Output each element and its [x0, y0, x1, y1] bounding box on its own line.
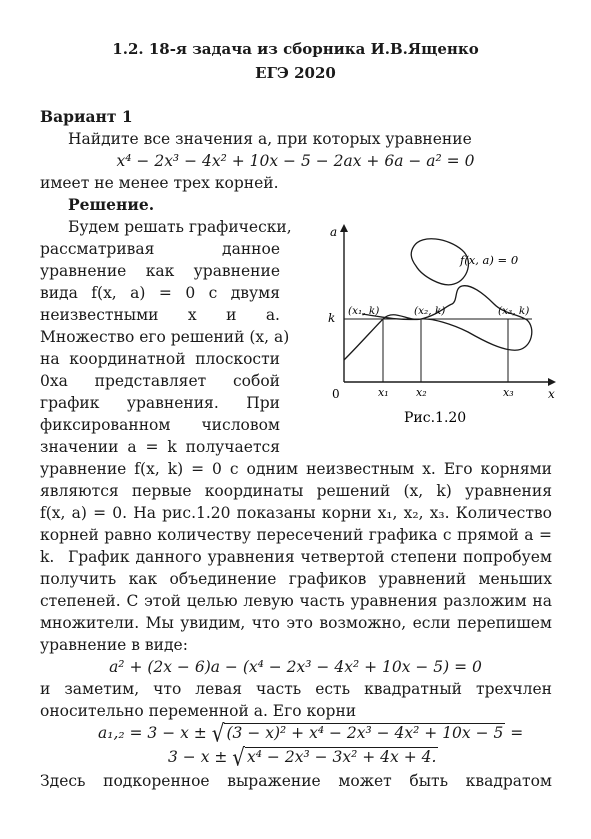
left-line-2: уравнение как уравнение — [40, 262, 280, 280]
left-line-5: Множество его решений (x, a) — [40, 328, 290, 346]
left-line-7: 0xa представляет собой — [40, 372, 280, 390]
axis-a-label: a — [330, 225, 338, 239]
left-line-4: неизвестными x и a. — [40, 306, 280, 324]
point-label-2: (x₂, k) — [414, 305, 446, 317]
graph-figure — [322, 222, 562, 442]
roots-prefix-1: a₁,₂ = 3 − x ± — [98, 724, 207, 742]
left-line-6: на координатной плоскости — [40, 350, 280, 368]
roots-prefix-2: 3 − x ± — [168, 748, 228, 766]
task-text: Найдите все значения a, при которых уравнение — [68, 130, 472, 148]
task-text-2: имеет не менее трех корней. — [40, 174, 279, 192]
last-line: Здесь подкоренное выражение может быть квадратом — [40, 772, 552, 790]
left-line-8: график уравнения. При — [40, 394, 280, 412]
full-line-2: f(x, a) = 0. На рис.1.20 показаны корни x₁, x₂, x₃. Количество — [40, 504, 552, 522]
origin-label: 0 — [332, 387, 340, 401]
equation-2: a² + (2x − 6)a − (x⁴ − 2x³ − 4x² + 10x − 5) = 0 — [109, 658, 482, 676]
para3-line-0: и заметим, что левая часть есть квадратный трехчлен — [40, 680, 552, 698]
radicand-2: x⁴ − 2x³ − 3x² + 4x + 4. — [247, 748, 437, 766]
section-subtitle: ЕГЭ 2020 — [255, 64, 336, 82]
left-line-1: рассматривая данное — [40, 240, 280, 258]
para2-line-1: получить как объединение графиков уравнений меньших — [40, 570, 552, 588]
figure-1-20 — [322, 222, 562, 442]
point-label-3: (x₃, k) — [498, 305, 530, 317]
left-line-9: фиксированном числовом — [40, 416, 280, 434]
para3-line-1: оносительно переменной a. Его корни — [40, 702, 357, 720]
roots-formula-line-2 — [168, 742, 438, 772]
para2-line-0: График данного уравнения четвертой степени попробуем — [68, 548, 552, 566]
a-axis-arrow — [340, 224, 348, 232]
full-line-0: уравнение f(x, k) = 0 с одним неизвестным x. Его корнями — [40, 460, 552, 478]
para2-line-4: уравнение в виде: — [40, 636, 188, 654]
sqrt-icon: √ — [211, 718, 225, 748]
solution-heading: Решение. — [68, 195, 155, 214]
tick-x2: x₂ — [416, 386, 427, 399]
point-label-1: (x₁, k) — [348, 305, 380, 317]
section-title: 1.2. 18-я задача из сборника И.В.Ященко — [112, 40, 479, 58]
roots-suffix-1: = — [510, 724, 524, 742]
axis-x-label: x — [548, 387, 555, 401]
tick-x1: x₁ — [378, 386, 389, 399]
figure-caption: Рис.1.20 — [404, 410, 467, 426]
k-label: k — [328, 311, 336, 325]
x-axis-arrow — [548, 378, 556, 386]
curve-label: f(x, a) = 0 — [460, 253, 519, 267]
sqrt-icon: √ — [232, 742, 246, 772]
para2-line-3: множители. Мы увидим, что это возможно, если перепишем — [40, 614, 552, 632]
radicand-1: (3 − x)² + x⁴ − 2x³ − 4x² + 10x − 5 — [226, 724, 504, 742]
left-line-10: значении a = k получается — [40, 438, 280, 456]
left-line-0: Будем решать графически, — [68, 218, 292, 236]
left-line-3: вида f(x, a) = 0 с двумя — [40, 284, 280, 302]
main-equation: x⁴ − 2x³ − 4x² + 10x − 5 − 2ax + 6a − a² = 0 — [116, 152, 475, 170]
para2-line-2: степеней. С этой целью левую часть уравнения разложим на — [40, 592, 552, 610]
variant-heading: Вариант 1 — [40, 107, 133, 126]
curve-branch-main — [344, 286, 532, 360]
full-line-3: корней равно количеству пересечений графика с прямой a = k. — [40, 526, 552, 566]
tick-x3: x₃ — [503, 386, 514, 399]
roots-formula-line-1 — [98, 718, 524, 748]
full-line-1: являются первые координаты решений (x, k) уравнения — [40, 482, 552, 500]
